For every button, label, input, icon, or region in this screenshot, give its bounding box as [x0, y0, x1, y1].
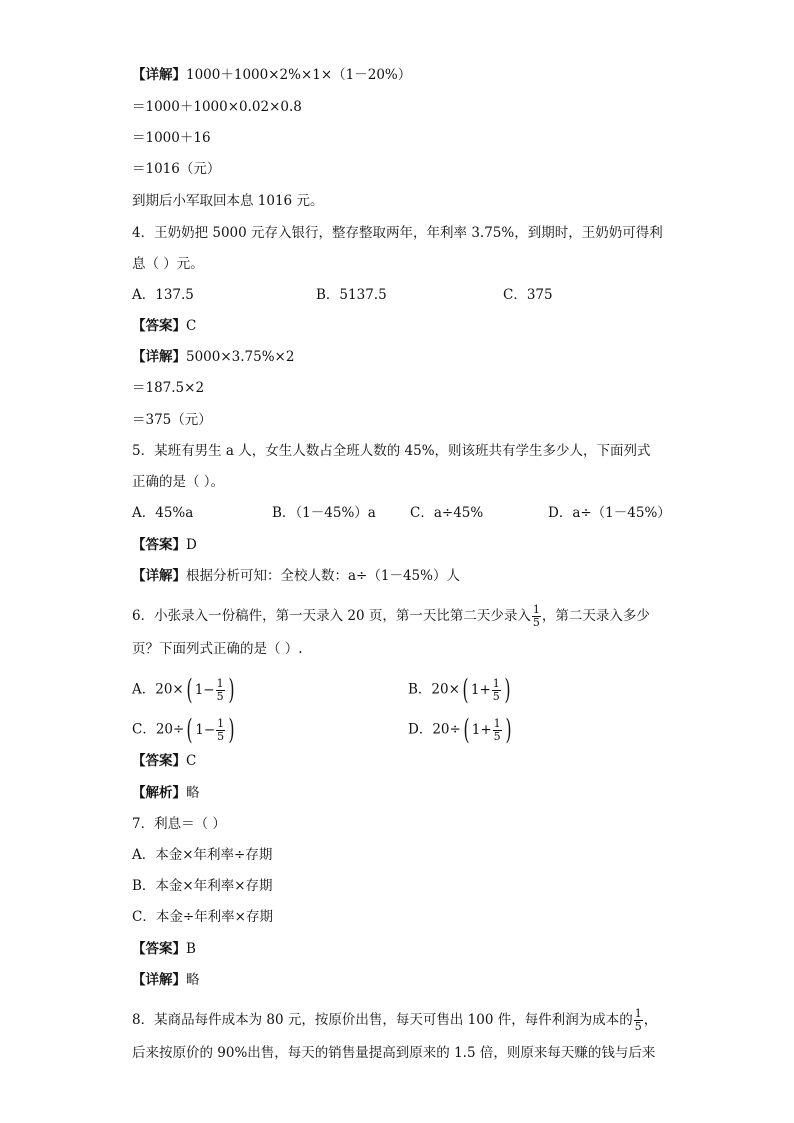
one: 1	[195, 722, 204, 738]
fraction-numerator: 1	[217, 716, 225, 730]
q3-detail-line-4: ＝1016（元）	[132, 161, 221, 177]
fraction-denominator: 5	[634, 1020, 642, 1033]
section-text: 略	[186, 972, 200, 988]
q8-stem-line-2: 后来按原价的 90%出售，每天的销售量提高到原来的 1.5 倍，则原来每天赚的钱与后来	[132, 1045, 656, 1061]
right-paren: )	[505, 713, 512, 746]
q7-answer	[132, 940, 196, 958]
q6-option-c-prefix: C．20÷	[132, 721, 185, 738]
q3-detail-line-2: ＝1000＋1000×0.02×0.8	[132, 99, 302, 115]
section-label: 【详解】	[132, 67, 186, 83]
q8-stem-text-1: 8．某商品每件成本为 80 元，按原价出售，每天可售出 100 件，每件利润为成本的	[132, 1012, 633, 1028]
q6-option-d	[408, 713, 514, 746]
q6-stem-text-1: 6．小张录入一份稿件，第一天录入 20 页，第一天比第二天少录入	[132, 608, 531, 624]
q5-answer	[132, 536, 197, 554]
fraction-numerator: 1	[216, 676, 224, 690]
q6-analysis	[132, 784, 200, 802]
q6-stem-line-2: 页？下面列式正确的是（ ）.	[132, 641, 303, 657]
q6-option-c-expr	[184, 713, 237, 746]
plus-sign: +	[479, 682, 491, 698]
q5-option-c: C．a÷45%	[410, 505, 484, 521]
section-label: 【详解】	[132, 568, 186, 584]
right-paren: )	[504, 673, 511, 706]
one: 1	[470, 682, 480, 698]
q8-stem-text-2: ，	[643, 1012, 658, 1028]
left-paren: (	[462, 673, 469, 706]
q6-stem-line-1	[132, 604, 650, 629]
section-label: 【答案】	[132, 537, 186, 553]
fraction	[216, 678, 225, 703]
fraction-numerator: 1	[492, 676, 500, 690]
q4-answer	[132, 317, 196, 335]
section-text: 5000×3.75%×2	[186, 349, 295, 365]
right-paren: )	[228, 713, 235, 746]
fraction	[216, 718, 225, 743]
q4-detail-line-1	[132, 348, 294, 366]
q5-option-a: A．45%a	[132, 505, 194, 521]
right-paren: )	[228, 673, 235, 706]
plus-sign: +	[480, 722, 492, 738]
q7-detail	[132, 971, 200, 989]
q7-stem: 7．利息＝（ ）	[132, 816, 226, 832]
q4-stem-line-2: 息（ ）元。	[132, 256, 204, 272]
q6-option-c	[132, 713, 237, 746]
q5-option-b: B．（1－45%）a	[272, 505, 376, 521]
minus-sign: −	[203, 682, 215, 698]
q7-option-b: B．本金×年利率×存期	[132, 878, 273, 894]
section-text: C	[186, 318, 197, 334]
section-text: 根据分析可知：全校人数：a÷（1－45%）人	[186, 568, 460, 584]
q6-option-d-expr	[461, 713, 514, 746]
q6-option-a-expr	[184, 673, 237, 706]
q6-option-b-prefix: B．20×	[408, 681, 460, 698]
left-paren: (	[463, 713, 470, 746]
fraction-denominator: 5	[493, 729, 501, 743]
q6-option-b-expr	[460, 673, 513, 706]
section-label: 【详解】	[132, 349, 186, 365]
section-text: 略	[186, 785, 200, 801]
section-label: 【答案】	[132, 941, 186, 957]
section-text: 1000＋1000×2%×1×（1－20%）	[186, 67, 412, 83]
q5-stem-line-1: 5．某班有男生 a 人，女生人数占全班人数的 45%，则该班共有学生多少人，下面列式	[132, 443, 651, 459]
q5-stem-line-2: 正确的是（ ）。	[132, 474, 225, 490]
left-paren: (	[186, 673, 193, 706]
q4-detail-line-2: ＝187.5×2	[132, 380, 205, 396]
fraction-denominator: 5	[492, 689, 500, 703]
q4-option-b: B．5137.5	[316, 287, 387, 303]
section-text: B	[186, 941, 196, 957]
q6-stem-text-2: ，第二天录入多少	[541, 608, 650, 624]
minus-sign: −	[203, 722, 216, 738]
one: 1	[194, 682, 204, 698]
q6-option-d-prefix: D．20÷	[408, 721, 461, 738]
fraction	[493, 718, 502, 743]
q5-option-d: D．a÷（1－45%）	[548, 505, 671, 521]
q6-option-b	[408, 673, 513, 706]
q7-option-a: A．本金×年利率÷存期	[132, 847, 273, 863]
q7-option-c: C．本金÷年利率×存期	[132, 909, 273, 925]
q8-fraction	[634, 1008, 643, 1033]
q6-option-a-prefix: A．20×	[132, 681, 184, 698]
one: 1	[471, 722, 481, 738]
q4-detail-line-3: ＝375（元）	[132, 412, 212, 428]
q3-conclusion: 到期后小军取回本息 1016 元。	[132, 193, 324, 209]
fraction-numerator: 1	[532, 603, 540, 616]
fraction	[492, 678, 501, 703]
fraction-numerator: 1	[634, 1007, 642, 1020]
section-text: D	[186, 537, 197, 553]
left-paren: (	[186, 713, 193, 746]
q6-fraction	[532, 604, 541, 629]
fraction-denominator: 5	[532, 616, 540, 629]
section-label: 【答案】	[132, 753, 186, 769]
section-label: 【解析】	[132, 785, 186, 801]
q5-detail	[132, 567, 460, 585]
fraction-denominator: 5	[216, 689, 224, 703]
q4-stem-line-1: 4．王奶奶把 5000 元存入银行，整存整取两年，年利率 3.75%，到期时，王奶奶可得利	[132, 225, 663, 241]
q6-answer	[132, 752, 196, 770]
section-text: C	[186, 753, 197, 769]
q4-option-a: A．137.5	[132, 287, 194, 303]
q3-detail-line-1	[132, 66, 411, 84]
section-label: 【答案】	[132, 318, 186, 334]
q3-detail-line-3: ＝1000＋16	[132, 130, 211, 146]
fraction-numerator: 1	[493, 716, 501, 730]
q6-option-a	[132, 673, 237, 706]
q4-option-c: C．375	[503, 287, 553, 303]
section-label: 【详解】	[132, 972, 186, 988]
q8-stem-line-1	[132, 1008, 657, 1033]
fraction-denominator: 5	[217, 729, 225, 743]
